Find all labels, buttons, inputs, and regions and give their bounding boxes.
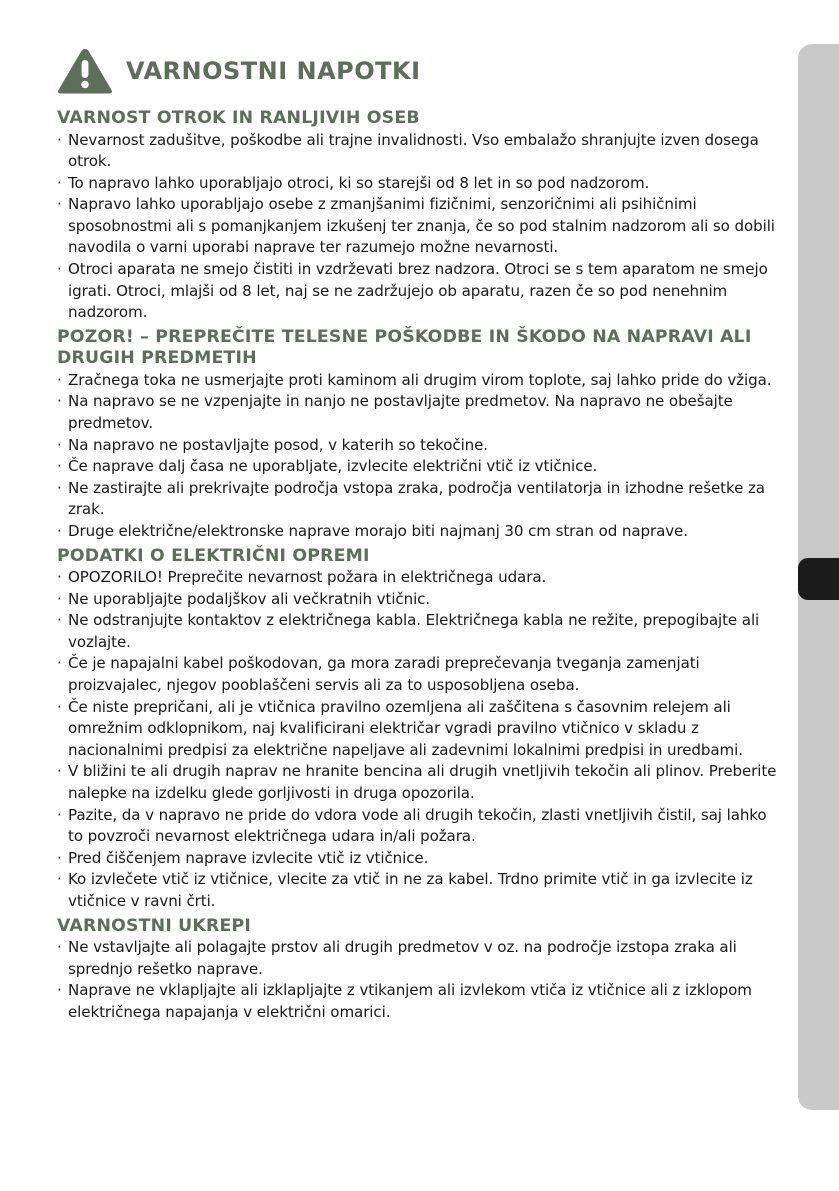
- bullet-list: [57, 937, 784, 1023]
- section-electrical-info: [57, 546, 784, 913]
- bullet-list: [57, 567, 784, 913]
- bullet-list: [57, 130, 784, 324]
- bullet-list: [57, 370, 784, 543]
- list-item: · Ne odstranjujte kontaktov z električnega kabla. Električnega kabla ne režite, prepogibajte ali vozlajte.: [57, 610, 784, 653]
- list-item: · V bližini te ali drugih naprav ne hranite bencina ali drugih vnetljivih tekočin ali plinov. Preberite nalepke na izdelku glede gorljivosti in druga opozorila.: [57, 761, 784, 804]
- list-item: · Na napravo se ne vzpenjajte in nanjo ne postavljajte predmetov. Na napravo ne obešajte predmetov.: [57, 391, 784, 434]
- page-title: VARNOSTNI NAPOTKI: [126, 57, 421, 85]
- section-title: POZOR! – PREPREČITE TELESNE POŠKODBE IN ŠKODO NA NAPRAVI ALI DRUGIH PREDMETIH: [57, 326, 752, 369]
- list-item: · Ne uporabljajte podaljškov ali večkratnih vtičnic.: [57, 589, 784, 611]
- warning-triangle-icon: [56, 46, 114, 96]
- list-item: · Ko izvlečete vtič iz vtičnice, vlecite za vtič in ne za kabel. Trdno primite vtič in ga izvlecite iz vtičnice v ravni črti.: [57, 869, 784, 912]
- list-item: · Pazite, da v napravo ne pride do vdora vode ali drugih tekočin, zlasti vnetljivih čistil, saj lahko to povzroči nevarnost električnega udara in/ali požara.: [57, 805, 784, 848]
- page-header: [56, 46, 421, 96]
- section-child-safety: [57, 108, 784, 324]
- list-item: · Ne vstavljajte ali polagajte prstov ali drugih predmetov v oz. na področje izstopa zraka ali sprednjo rešetko naprave.: [57, 937, 784, 980]
- list-item: · Če naprave dalj časa ne uporabljate, izvlecite električni vtič iz vtičnice.: [57, 456, 784, 478]
- list-item: · To napravo lahko uporabljajo otroci, ki so starejši od 8 let in so pod nadzorom.: [57, 173, 784, 195]
- safety-content: [57, 108, 784, 1026]
- list-item: · Ne zastirajte ali prekrivajte področja vstopa zraka, področja ventilatorja in izhodne rešetke za zrak.: [57, 478, 784, 521]
- list-item: · Naprave ne vklapljajte ali izklapljajte z vtikanjem ali izvlekom vtiča iz vtičnice ali z izklopom električnega napajanja v električni omarici.: [57, 980, 784, 1023]
- side-tab-marker: [798, 558, 839, 600]
- list-item: · Druge električne/elektronske naprave morajo biti najmanj 30 cm stran od naprave.: [57, 521, 784, 543]
- section-title: VARNOSTNI UKREPI: [57, 915, 252, 936]
- list-item: · Če niste prepričani, ali je vtičnica pravilno ozemljena ali zaščitena s časovnim relejem ali omrežnim odklopnikom, naj kvalificirani električar vgradi pravilno vtičnico v skladu z nacionalnimi predpisi za električne napeljave ali zadevnimi lokalnimi predpisi in uredbami.: [57, 697, 784, 762]
- list-item: · Zračnega toka ne usmerjajte proti kaminom ali drugim virom toplote, saj lahko pride do vžiga.: [57, 370, 784, 392]
- section-injury-prevention: [57, 327, 784, 543]
- list-item: · Pred čiščenjem naprave izvlecite vtič iz vtičnice.: [57, 848, 784, 870]
- section-title: VARNOST OTROK IN RANLJIVIH OSEB: [57, 108, 420, 128]
- section-title: PODATKI O ELEKTRIČNI OPREMI: [57, 545, 370, 566]
- list-item: · Na napravo ne postavljajte posod, v katerih so tekočine.: [57, 435, 784, 457]
- list-item: · Nevarnost zadušitve, poškodbe ali trajne invalidnosti. Vso embalažo shranjujte izven dosega otrok.: [57, 130, 784, 173]
- section-safety-measures: [57, 916, 784, 1024]
- list-item: · OPOZORILO! Preprečite nevarnost požara in električnega udara.: [57, 567, 784, 589]
- list-item: · Otroci aparata ne smejo čistiti in vzdrževati brez nadzora. Otroci se s tem aparatom ne smejo igrati. Otroci, mlajši od 8 let, naj se ne zadržujejo ob aparatu, razen če so pod nenehnim nadzorom.: [57, 259, 784, 324]
- list-item: · Če je napajalni kabel poškodovan, ga mora zaradi preprečevanja tveganja zamenjati proizvajalec, njegov pooblaščeni servis ali za to usposobljena oseba.: [57, 653, 784, 696]
- list-item: · Napravo lahko uporabljajo osebe z zmanjšanimi fizičnimi, senzoričnimi ali psihičnimi sposobnostmi ali s pomanjkanjem izkušenj ter znanja, če so pod stalnim nadzorom ali so dobili navodila o varni uporabi naprave ter razumejo možne nevarnosti.: [57, 194, 784, 259]
